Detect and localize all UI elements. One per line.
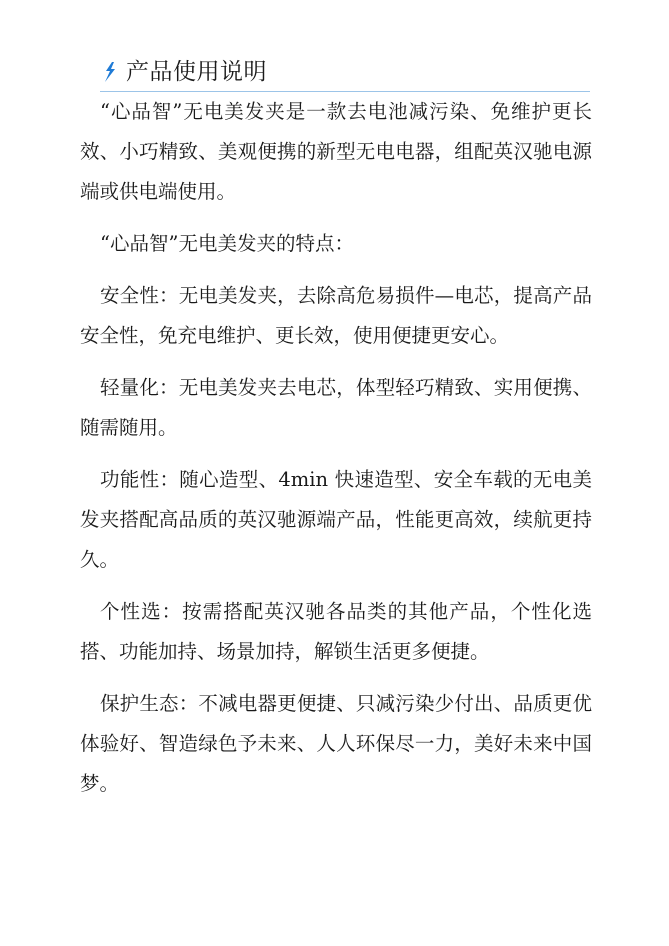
feature-functionality-paragraph: 功能性：随心造型、4min 快速造型、安全车载的无电美发夹搭配高品质的英汉驰源端产品，性能更高效，续航更持久。 — [80, 468, 592, 571]
document-body — [80, 92, 592, 816]
feature-personalization-paragraph: 个性选：按需搭配英汉驰各品类的其他产品，个性化选搭、功能加持、场景加持，解锁生活更多便捷。 — [80, 600, 592, 663]
intro-paragraph: “心品智”无电美发夹是一款去电池减污染、免维护更长效、小巧精致、美观便携的新型无电电器，组配英汉驰电源端或供电端使用。 — [80, 100, 592, 203]
feature-safety-paragraph: 安全性：无电美发夹，去除高危易损件—电芯，提高产品安全性，免充电维护、更长效，使用便捷更安心。 — [80, 284, 592, 347]
lightning-icon — [100, 61, 120, 83]
section-heading — [100, 54, 267, 90]
page-title: 产品使用说明 — [126, 58, 267, 85]
features-heading-paragraph: “心品智”无电美发夹的特点： — [100, 232, 354, 255]
feature-ecology-paragraph: 保护生态：不减电器更便捷、只减污染少付出、品质更优体验好、智造绿色予未来、人人环保尽一力，美好未来中国梦。 — [80, 692, 592, 795]
feature-lightweight-paragraph: 轻量化：无电美发夹去电芯，体型轻巧精致、实用便携、随需随用。 — [80, 376, 592, 439]
